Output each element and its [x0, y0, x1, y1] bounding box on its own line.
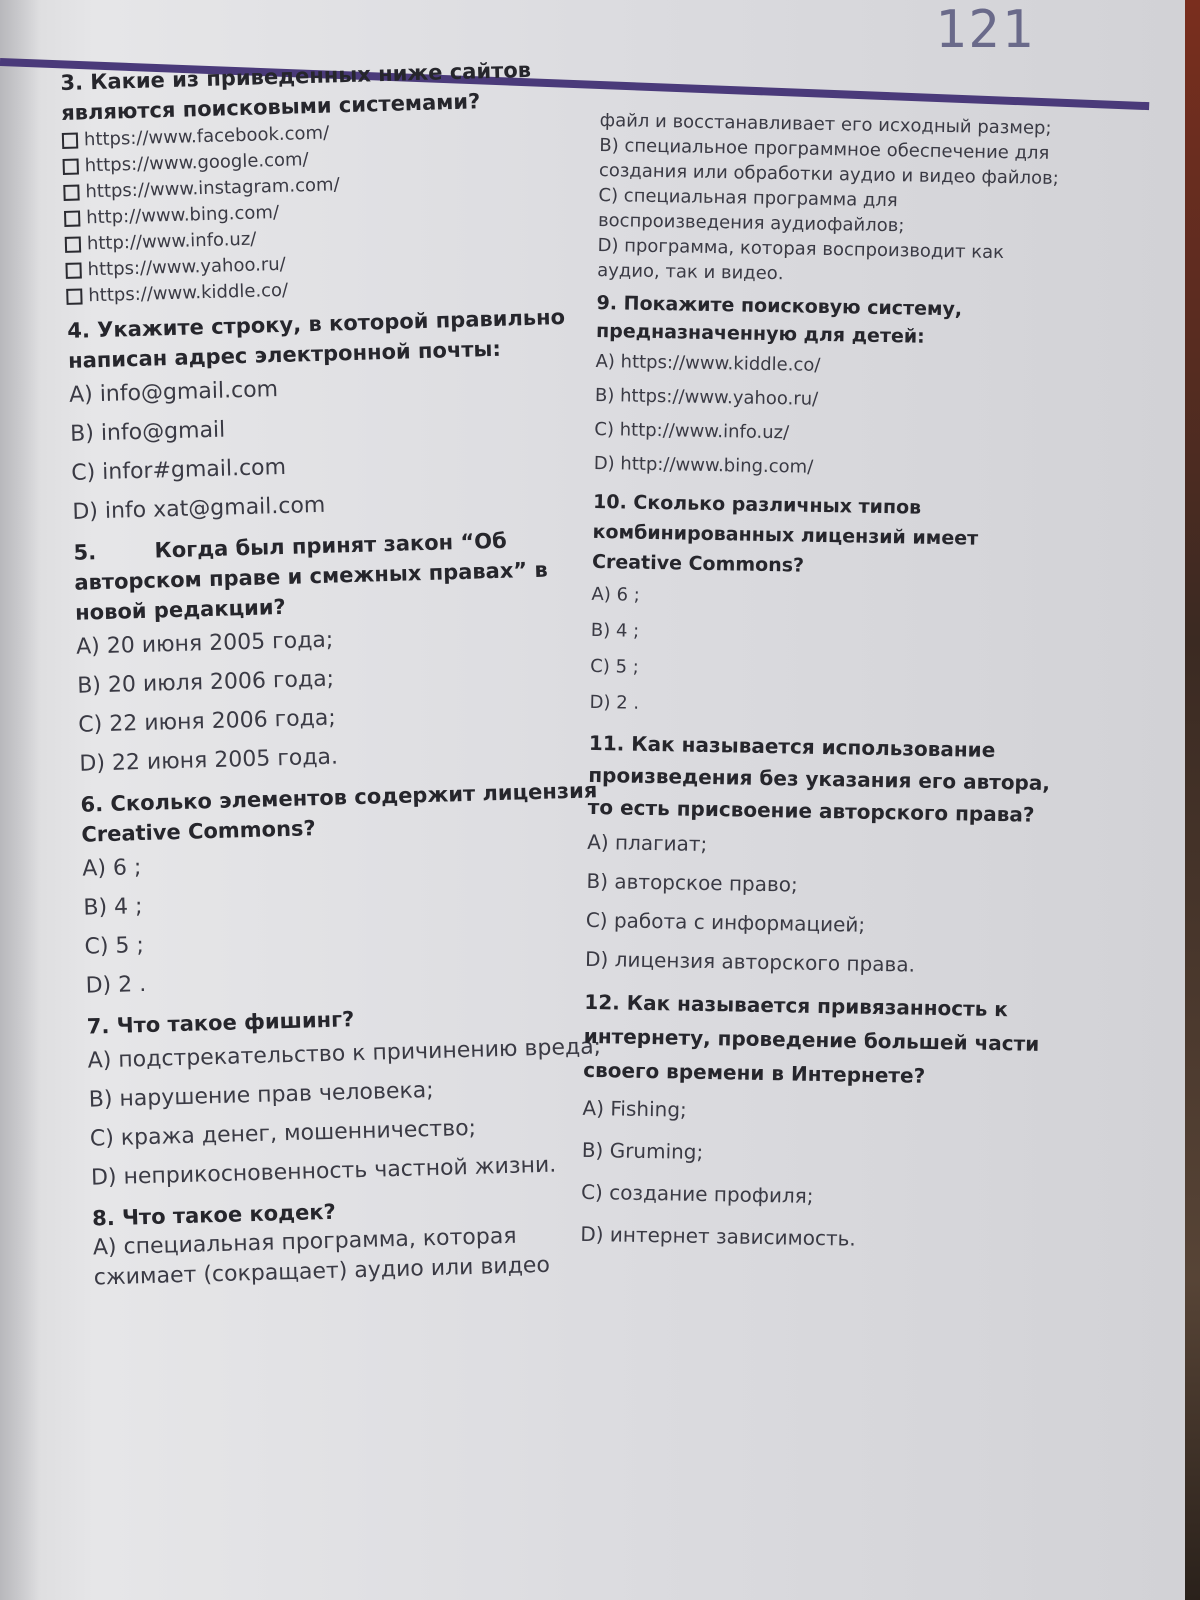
answer-option: C) 5 ;: [590, 655, 639, 678]
question-4: [67, 301, 593, 531]
answer-option: A) 6 ;: [591, 583, 640, 606]
answer-option: B) Gruming;: [581, 1137, 704, 1164]
answer-option: C) работа с информацией;: [585, 907, 866, 937]
question-title: 12. Как называется привязанность к интернету, проведение большей части своего времени в Интернете?: [583, 989, 1040, 1088]
answer-option: A) 6 ;: [82, 855, 142, 882]
question-8: [92, 1189, 614, 1293]
question-title: 11. Как называется использование произведения без указания его автора, то есть присвоение авторского права?: [587, 730, 1051, 827]
checkbox-option[interactable]: https://www.yahoo.ru/: [65, 243, 586, 284]
answer-option: D) 2 .: [589, 691, 640, 714]
question-10: [589, 487, 1063, 729]
question-title: 3. Какие из приведенных ниже сайтов являются поисковыми системами?: [60, 57, 532, 125]
question-3: [60, 53, 587, 309]
answer-option: файл и восстанавливает его исходный размер;: [599, 109, 1052, 139]
question-11: [585, 727, 1059, 987]
answer-option: D) 2 .: [85, 971, 147, 999]
checkbox-icon[interactable]: [66, 288, 82, 304]
answer-option: B) 4 ;: [83, 894, 143, 921]
checkbox-icon[interactable]: [64, 210, 80, 226]
answer-option: A) плагиат;: [586, 829, 708, 856]
answer-option: D) 22 июня 2005 года.: [79, 744, 339, 777]
checkbox-option[interactable]: https://www.kiddle.co/: [66, 269, 587, 310]
answer-option: D) info xat@gmail.com: [72, 492, 326, 525]
page-binding-shadow: [0, 0, 40, 1600]
answer-option: D) интернет зависимость.: [580, 1221, 856, 1251]
answer-option: D) лицензия авторского права.: [584, 946, 916, 977]
checkbox-option[interactable]: http://www.info.uz/: [65, 217, 586, 258]
answer-option: B) нарушение прав человека;: [88, 1077, 434, 1113]
checkbox-option[interactable]: https://www.facebook.com/: [62, 113, 583, 154]
checkbox-icon[interactable]: [63, 159, 79, 175]
checkbox-icon[interactable]: [62, 133, 78, 149]
question-title: 10. Сколько различных типов комбинированных лицензий имеет Creative Commons?: [591, 490, 979, 577]
answer-option: B) авторское право;: [586, 868, 798, 897]
answer-option: A) info@gmail.com: [68, 377, 279, 408]
left-column: [60, 53, 614, 1299]
checkbox-icon[interactable]: [65, 262, 81, 278]
question-title: 4. Укажите строку, в которой правильно написан адрес электронной почты:: [67, 305, 566, 373]
answer-option: C) http://www.info.uz/: [594, 418, 790, 444]
checkbox-icon[interactable]: [63, 185, 79, 201]
question-5: [73, 523, 600, 783]
background-edge: [1185, 0, 1200, 1600]
question-title: 7. Что такое фишинг?: [86, 1007, 355, 1039]
answer-option: C) infor#gmail.com: [70, 454, 287, 486]
question-6: [80, 775, 606, 1005]
answer-option: C) специальная программа для воспроизведения аудиофайлов;: [597, 184, 905, 237]
question-title: 8. Что такое кодек?: [91, 1199, 337, 1231]
answer-option: A) Fishing;: [582, 1095, 687, 1122]
question-title: 6. Сколько элементов содержит лицензия Creative Commons?: [80, 778, 598, 847]
answer-option: B) info@gmail: [69, 417, 226, 447]
page-number: 121: [935, 0, 1035, 60]
answer-option: C) 5 ;: [84, 933, 145, 960]
answer-option: C) 22 июня 2006 года;: [78, 705, 337, 738]
answer-option: A) специальная программа, которая сжимает (сокращает) аудио или видео: [92, 1223, 551, 1291]
answer-option: B) https://www.yahoo.ru/: [594, 384, 819, 410]
question-title: 5. Когда был принят закон “Об авторском праве и смежных правах” в новой редакции?: [73, 528, 556, 625]
answer-option: A) https://www.kiddle.co/: [595, 350, 821, 376]
answer-option: A) подстрекательство к причинению вреда;: [87, 1034, 602, 1074]
answer-option: D) http://www.bing.com/: [593, 452, 814, 478]
checkbox-option[interactable]: https://www.google.com/: [62, 139, 583, 180]
answer-option: B) 4 ;: [590, 619, 640, 642]
answer-option: C) создание профиля;: [580, 1179, 814, 1208]
question-12: [580, 985, 1055, 1263]
answer-option: B) 20 июля 2006 года;: [76, 666, 335, 699]
checkbox-option[interactable]: http://www.bing.com/: [64, 191, 585, 232]
answer-option: B) специальное программное обеспечение для создания или обработки аудио и видео файлов;: [598, 134, 1059, 190]
answer-option: D) программа, которая воспроизводит как аудио, так и видео.: [596, 234, 1005, 285]
checkbox-icon[interactable]: [65, 236, 81, 252]
question-9: [593, 289, 1066, 489]
question-title: 9. Покажите поисковую систему, предназначенную для детей:: [595, 291, 963, 348]
checkbox-option[interactable]: https://www.instagram.com/: [63, 165, 584, 206]
answer-option: C) кража денег, мошенничество;: [89, 1115, 477, 1152]
question-8-continued: [597, 108, 1070, 291]
question-7: [86, 997, 611, 1197]
answer-option: D) неприкосновенность частной жизни.: [90, 1152, 557, 1191]
answer-option: A) 20 июня 2005 года;: [75, 627, 334, 660]
right-column: [580, 108, 1070, 1269]
